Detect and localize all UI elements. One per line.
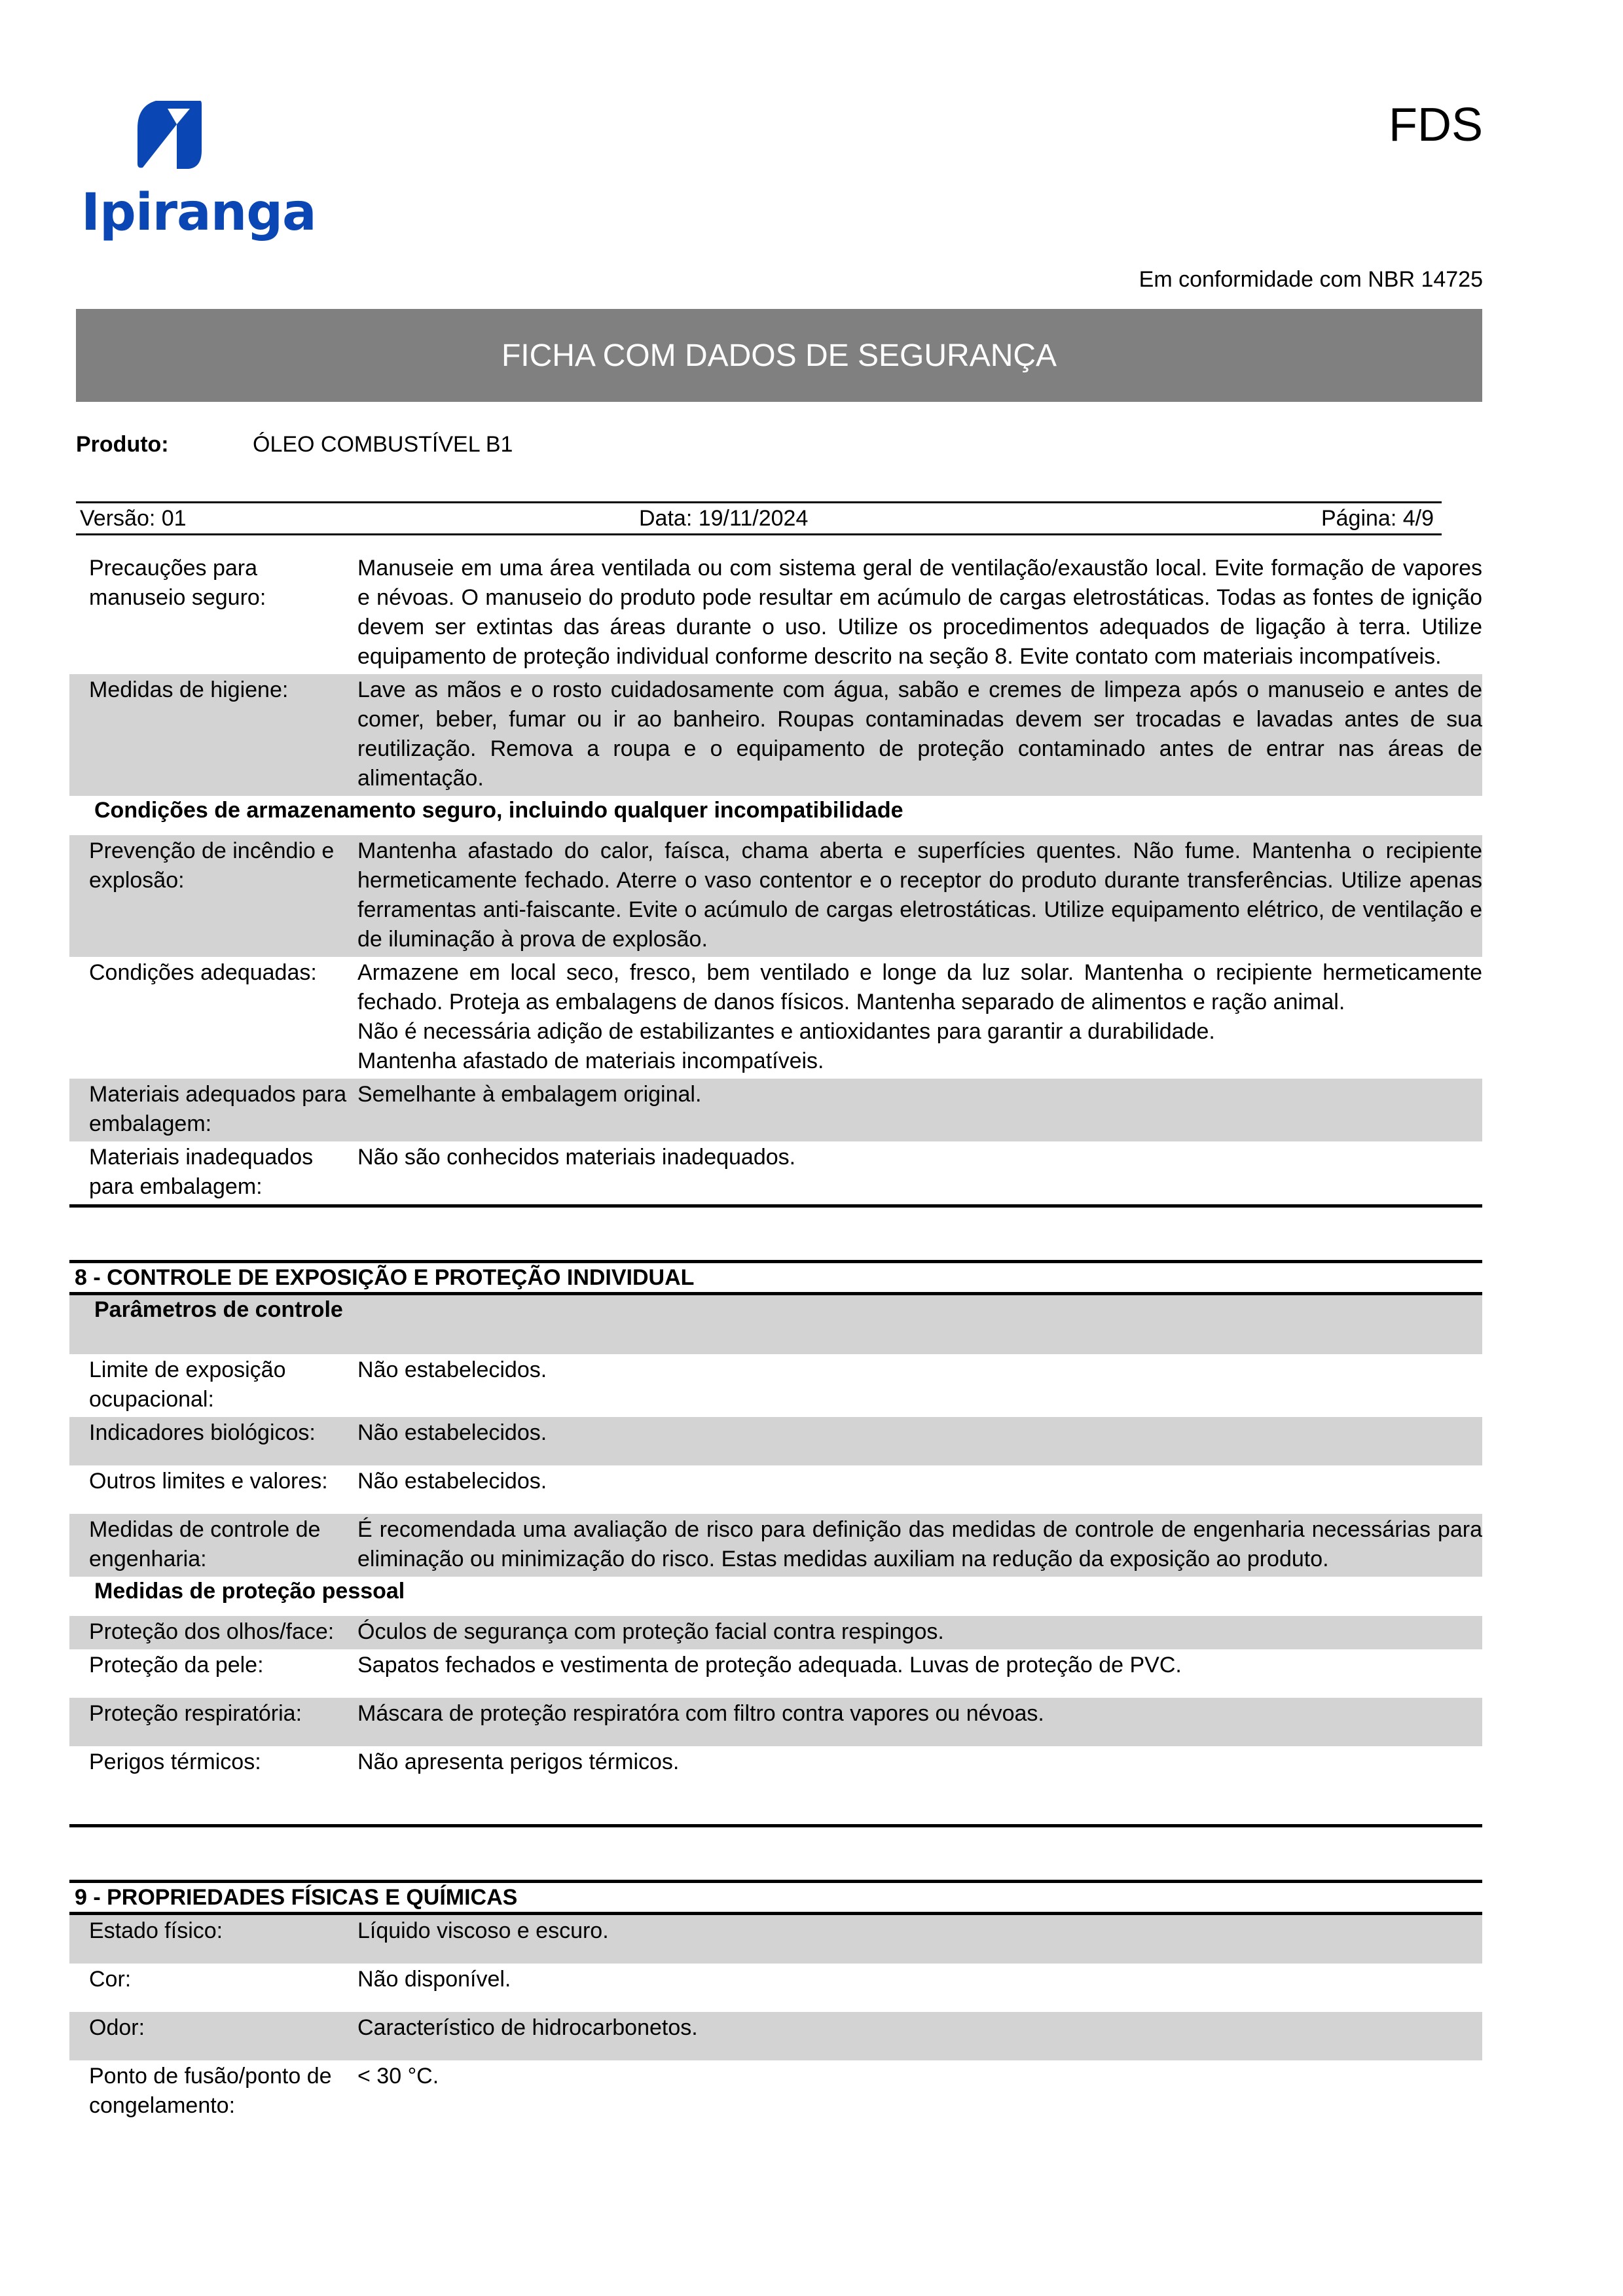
- row-value: [357, 958, 1482, 1076]
- row-label: Proteção da pele:: [89, 1653, 264, 1677]
- row-value: Não estabelecidos.: [357, 1469, 547, 1494]
- row-value: Semelhante à embalagem original.: [357, 1082, 702, 1107]
- row-value: Não estabelecidos.: [357, 1357, 547, 1382]
- table-row: [69, 1698, 1482, 1746]
- row-label: Odor:: [89, 2015, 145, 2040]
- row-label: Ponto de fusão/ponto de congelamento:: [89, 2064, 332, 2118]
- table-row: [69, 552, 1482, 674]
- row-label: Estado físico:: [89, 1918, 223, 1943]
- row-value: < 30 °C.: [357, 2064, 439, 2089]
- product-line: [76, 432, 513, 457]
- table-row: [69, 1649, 1482, 1698]
- row-value: Não apresenta perigos térmicos.: [357, 1749, 680, 1774]
- row-value: Não disponível.: [357, 1967, 511, 1992]
- version-bar: [76, 501, 1442, 535]
- table-row: [69, 674, 1482, 796]
- personal-protection-heading: Medidas de proteção pessoal: [94, 1579, 405, 1604]
- value-line: Não é necessária adição de estabilizantes e antioxidantes para garantir a durabilidade.: [357, 1019, 1215, 1044]
- row-label: Medidas de controle de engenharia:: [89, 1517, 321, 1571]
- product-value: ÓLEO COMBUSTÍVEL B1: [253, 432, 513, 457]
- row-label: Proteção dos olhos/face:: [89, 1619, 335, 1644]
- section-9-heading: 9 - PROPRIEDADES FÍSICAS E QUÍMICAS: [69, 1880, 1482, 1915]
- row-label: Precauções para manuseio seguro:: [89, 556, 266, 610]
- table-row: [69, 1915, 1482, 1964]
- document-title: FICHA COM DADOS DE SEGURANÇA: [76, 309, 1482, 402]
- row-value: Não são conhecidos materiais inadequados.: [357, 1145, 796, 1170]
- storage-heading: Condições de armazenamento seguro, incluindo qualquer incompatibilidade: [94, 798, 903, 823]
- table-row: [69, 957, 1482, 1079]
- table-row: [69, 1964, 1482, 2012]
- row-label: Condições adequadas:: [89, 960, 317, 985]
- row-label: Cor:: [89, 1967, 132, 1992]
- table-row: [69, 1354, 1482, 1417]
- row-label: Proteção respiratória:: [89, 1701, 302, 1726]
- row-value: Não estabelecidos.: [357, 1420, 547, 1445]
- page-number: Página: 4/9: [1321, 506, 1434, 531]
- ipiranga-logo: [79, 97, 316, 247]
- table-row: [69, 1079, 1482, 1141]
- row-label: Materiais adequados para embalagem:: [89, 1082, 347, 1136]
- table-row: [69, 1616, 1482, 1649]
- row-value: Óculos de segurança com proteção facial contra respingos.: [357, 1619, 944, 1644]
- row-value: Característico de hidrocarbonetos.: [357, 2015, 698, 2040]
- table-row: [69, 1514, 1482, 1577]
- doc-type: FDS: [1389, 99, 1483, 151]
- row-value: É recomendada uma avaliação de risco para definição das medidas de controle de engenharia necessárias para eliminação ou minimização do risco. Estas medidas auxiliam na redução da exposição ao produto.: [357, 1517, 1482, 1571]
- table-row: [69, 1465, 1482, 1514]
- table-row: [69, 1417, 1482, 1465]
- row-label: Limite de exposição ocupacional:: [89, 1357, 286, 1412]
- product-label: Produto:: [76, 432, 169, 457]
- row-value: Mantenha afastado do calor, faísca, chama aberta e superfícies quentes. Não fume. Mantenha o recipiente hermeticamente fechado. Aterre o vaso contentor e o receptor do produto durante transferências. Utilize apenas ferramentas anti-faiscante. Evite o acúmulo de cargas eletrostáticas. Utilize equipamento elétrico, de ventilação e de iluminação à prova de explosão.: [357, 838, 1482, 952]
- ipiranga-logo-icon: [136, 99, 202, 171]
- table-row: [69, 1141, 1482, 1204]
- control-params-heading: Parâmetros de controle: [69, 1295, 1482, 1354]
- version: Versão: 01: [80, 506, 187, 531]
- row-value: Lave as mãos e o rosto cuidadosamente com água, sabão e cremes de limpeza após o manuseio e antes de comer, beber, fumar ou ir ao banheiro. Roupas contaminadas devem ser trocadas e lavadas antes de sua reutilização. Remova a roupa e o equipamento de proteção contaminado antes de entrar nas áreas de alimentação.: [357, 677, 1482, 791]
- row-value: Manuseie em uma área ventilada ou com sistema geral de ventilação/exaustão local. Evite formação de vapores e névoas. O manuseio do produto pode resultar em acúmulo de cargas eletrostáticas. Todas as fontes de ignição devem ser extintas das áreas durante o uso. Utilize os procedimentos adequados de ligação à terra. Utilize equipamento de proteção individual conforme descrito na seção 8. Evite contato com materiais incompatíveis.: [357, 556, 1482, 669]
- row-value: Líquido viscoso e escuro.: [357, 1918, 609, 1943]
- row-label: Outros limites e valores:: [89, 1469, 328, 1494]
- table-row: [69, 835, 1482, 957]
- conformity-note: Em conformidade com NBR 14725: [1139, 267, 1483, 292]
- value-line: Mantenha afastado de materiais incompatíveis.: [357, 1049, 824, 1073]
- table-row: [69, 2012, 1482, 2060]
- row-value: Sapatos fechados e vestimenta de proteção adequada. Luvas de proteção de PVC.: [357, 1653, 1182, 1677]
- row-label: Materiais inadequados para embalagem:: [89, 1145, 314, 1199]
- row-value: Máscara de proteção respiratóra com filtro contra vapores ou névoas.: [357, 1701, 1044, 1726]
- value-line: Armazene em local seco, fresco, bem ventilado e longe da luz solar. Mantenha o recipiente hermeticamente fechado. Proteja as embalagens de danos físicos. Mantenha separado de alimentos e ração animal.: [357, 960, 1482, 1014]
- section-8-heading: 8 - CONTROLE DE EXPOSIÇÃO E PROTEÇÃO INDIVIDUAL: [69, 1260, 1482, 1295]
- content: [69, 552, 1482, 2123]
- row-label: Perigos térmicos:: [89, 1749, 261, 1774]
- logo-text: Ipiranga: [81, 183, 316, 242]
- row-label: Indicadores biológicos:: [89, 1420, 316, 1445]
- row-label: Medidas de higiene:: [89, 677, 289, 702]
- row-label: Prevenção de incêndio e explosão:: [89, 838, 335, 893]
- table-row: [69, 1746, 1482, 1795]
- date: Data: 19/11/2024: [639, 506, 809, 531]
- table-row: [69, 2060, 1482, 2123]
